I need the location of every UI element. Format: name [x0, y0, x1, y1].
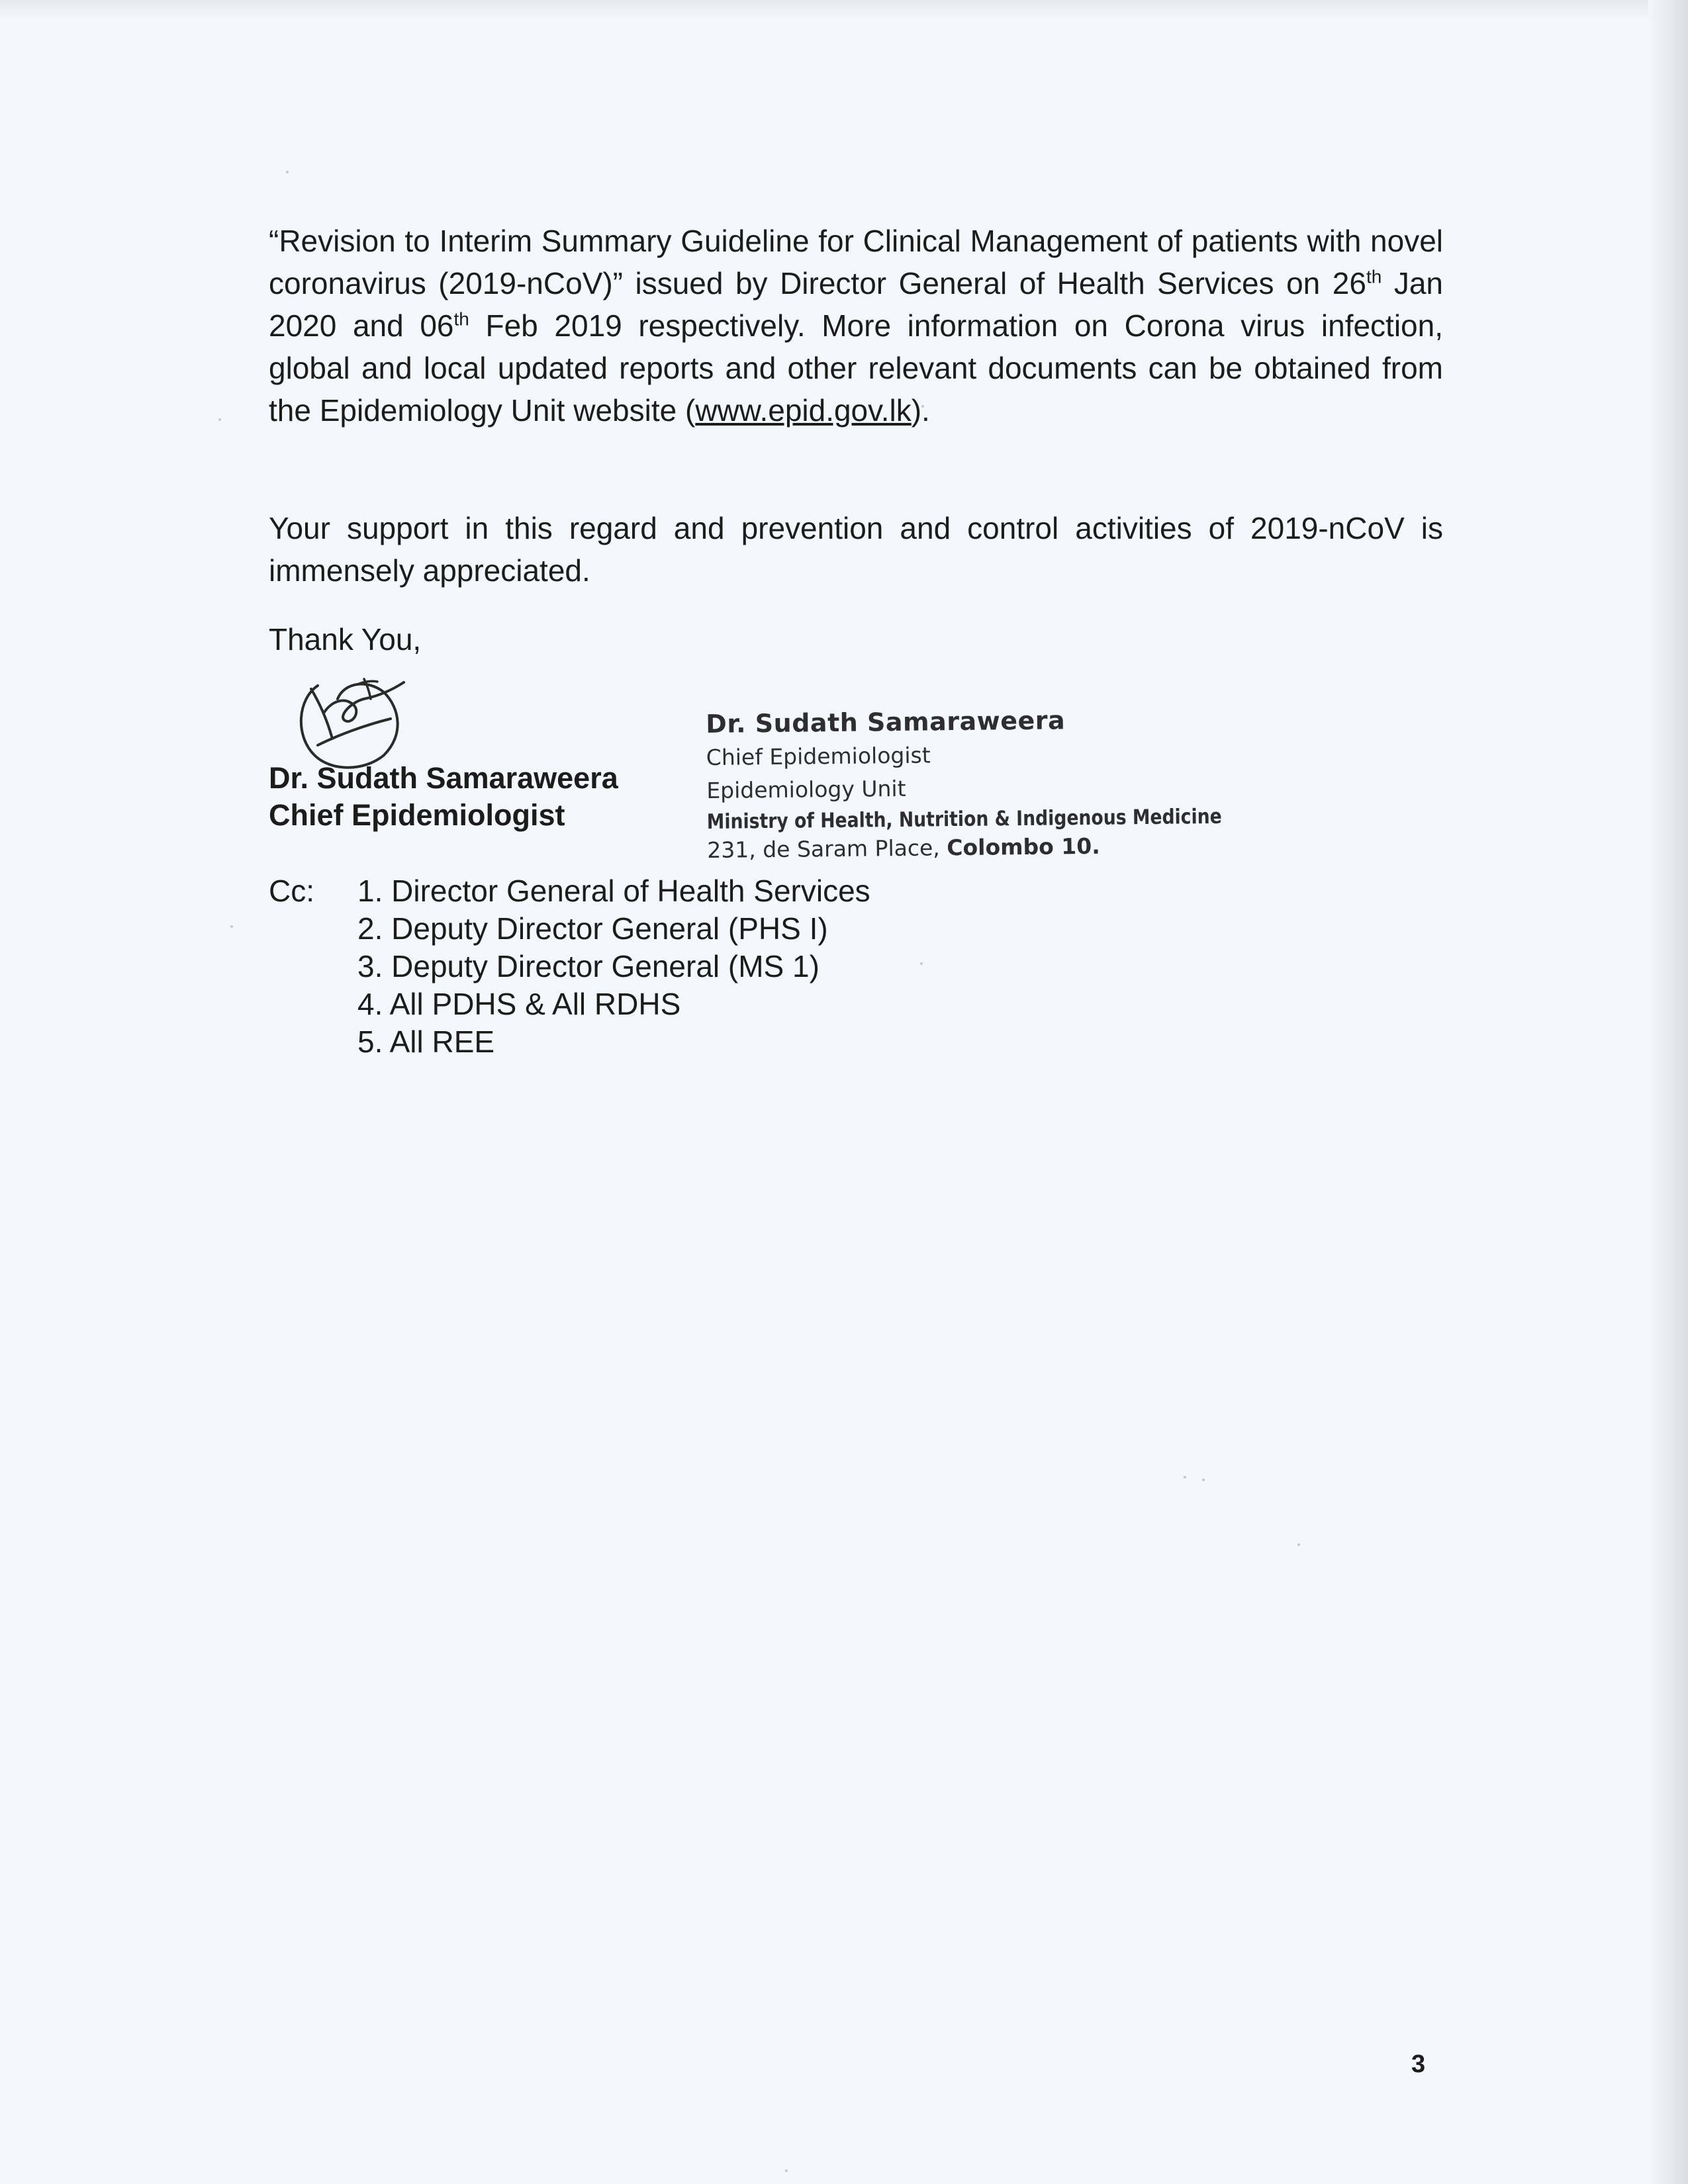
- cc-item: 5. All REE: [357, 1024, 495, 1059]
- ordinal-superscript: th: [453, 308, 469, 330]
- paragraph-text: ).: [911, 393, 930, 428]
- page-top-edge: [0, 0, 1688, 20]
- scan-speck: [218, 418, 221, 421]
- stamp-address: [707, 831, 1210, 864]
- signer-name: Dr. Sudath Samaraweera: [269, 761, 618, 795]
- closing-line: Thank You,: [269, 622, 422, 657]
- signer-title: Chief Epidemiologist: [269, 798, 565, 832]
- stamp-unit: Epidemiology Unit: [706, 775, 906, 803]
- ordinal-superscript: th: [1366, 266, 1382, 287]
- scan-speck: [1184, 1476, 1186, 1479]
- scan-speck: [1297, 1543, 1300, 1546]
- scan-speck: [920, 962, 923, 965]
- paragraph-text: Jan 2020 and 06: [269, 266, 1443, 343]
- stamp-address-city: Colombo 10.: [947, 833, 1100, 861]
- stamp-address-street: 231, de Saram Place,: [707, 835, 947, 863]
- scan-speck: [785, 2169, 788, 2172]
- page-number: 3: [1411, 2050, 1426, 2078]
- support-paragraph: Your support in this regard and prevention and control activities of 2019-nCoV is immensely appreciated.: [269, 511, 1443, 588]
- cc-item: 2. Deputy Director General (PHS I): [357, 911, 828, 946]
- cc-label: Cc:: [269, 874, 314, 908]
- paragraph-text: “Revision to Interim Summary Guideline for Clinical Management of patients with novel coronavirus (2019-nCoV)” issued by Director General of Health Services on 26: [269, 224, 1443, 300]
- page-right-edge: [1648, 0, 1688, 2184]
- stamp-title: Chief Epidemiologist: [706, 742, 931, 770]
- cc-list: [357, 872, 870, 1061]
- cc-item: 1. Director General of Health Services: [357, 874, 870, 908]
- cc-item: 4. All PDHS & All RDHS: [357, 987, 681, 1021]
- stamp-ministry: Ministry of Health, Nutrition & Indigenous Medicine: [706, 804, 1222, 834]
- stamp-name: Dr. Sudath Samaraweera: [706, 705, 1066, 739]
- cc-item: 3. Deputy Director General (MS 1): [357, 949, 820, 983]
- paragraph-text: Feb 2019 respectively. More information on Corona virus infection, global and local updated reports and other relevant documents can be obtained from the Epidemiology Unit website (: [269, 308, 1443, 428]
- scan-speck: [1202, 1479, 1205, 1481]
- official-stamp: [706, 702, 1222, 872]
- scan-speck: [286, 171, 289, 173]
- body-paragraph: [269, 220, 1443, 432]
- scan-speck: [230, 925, 233, 928]
- epid-website-link[interactable]: www.epid.gov.lk: [695, 393, 912, 428]
